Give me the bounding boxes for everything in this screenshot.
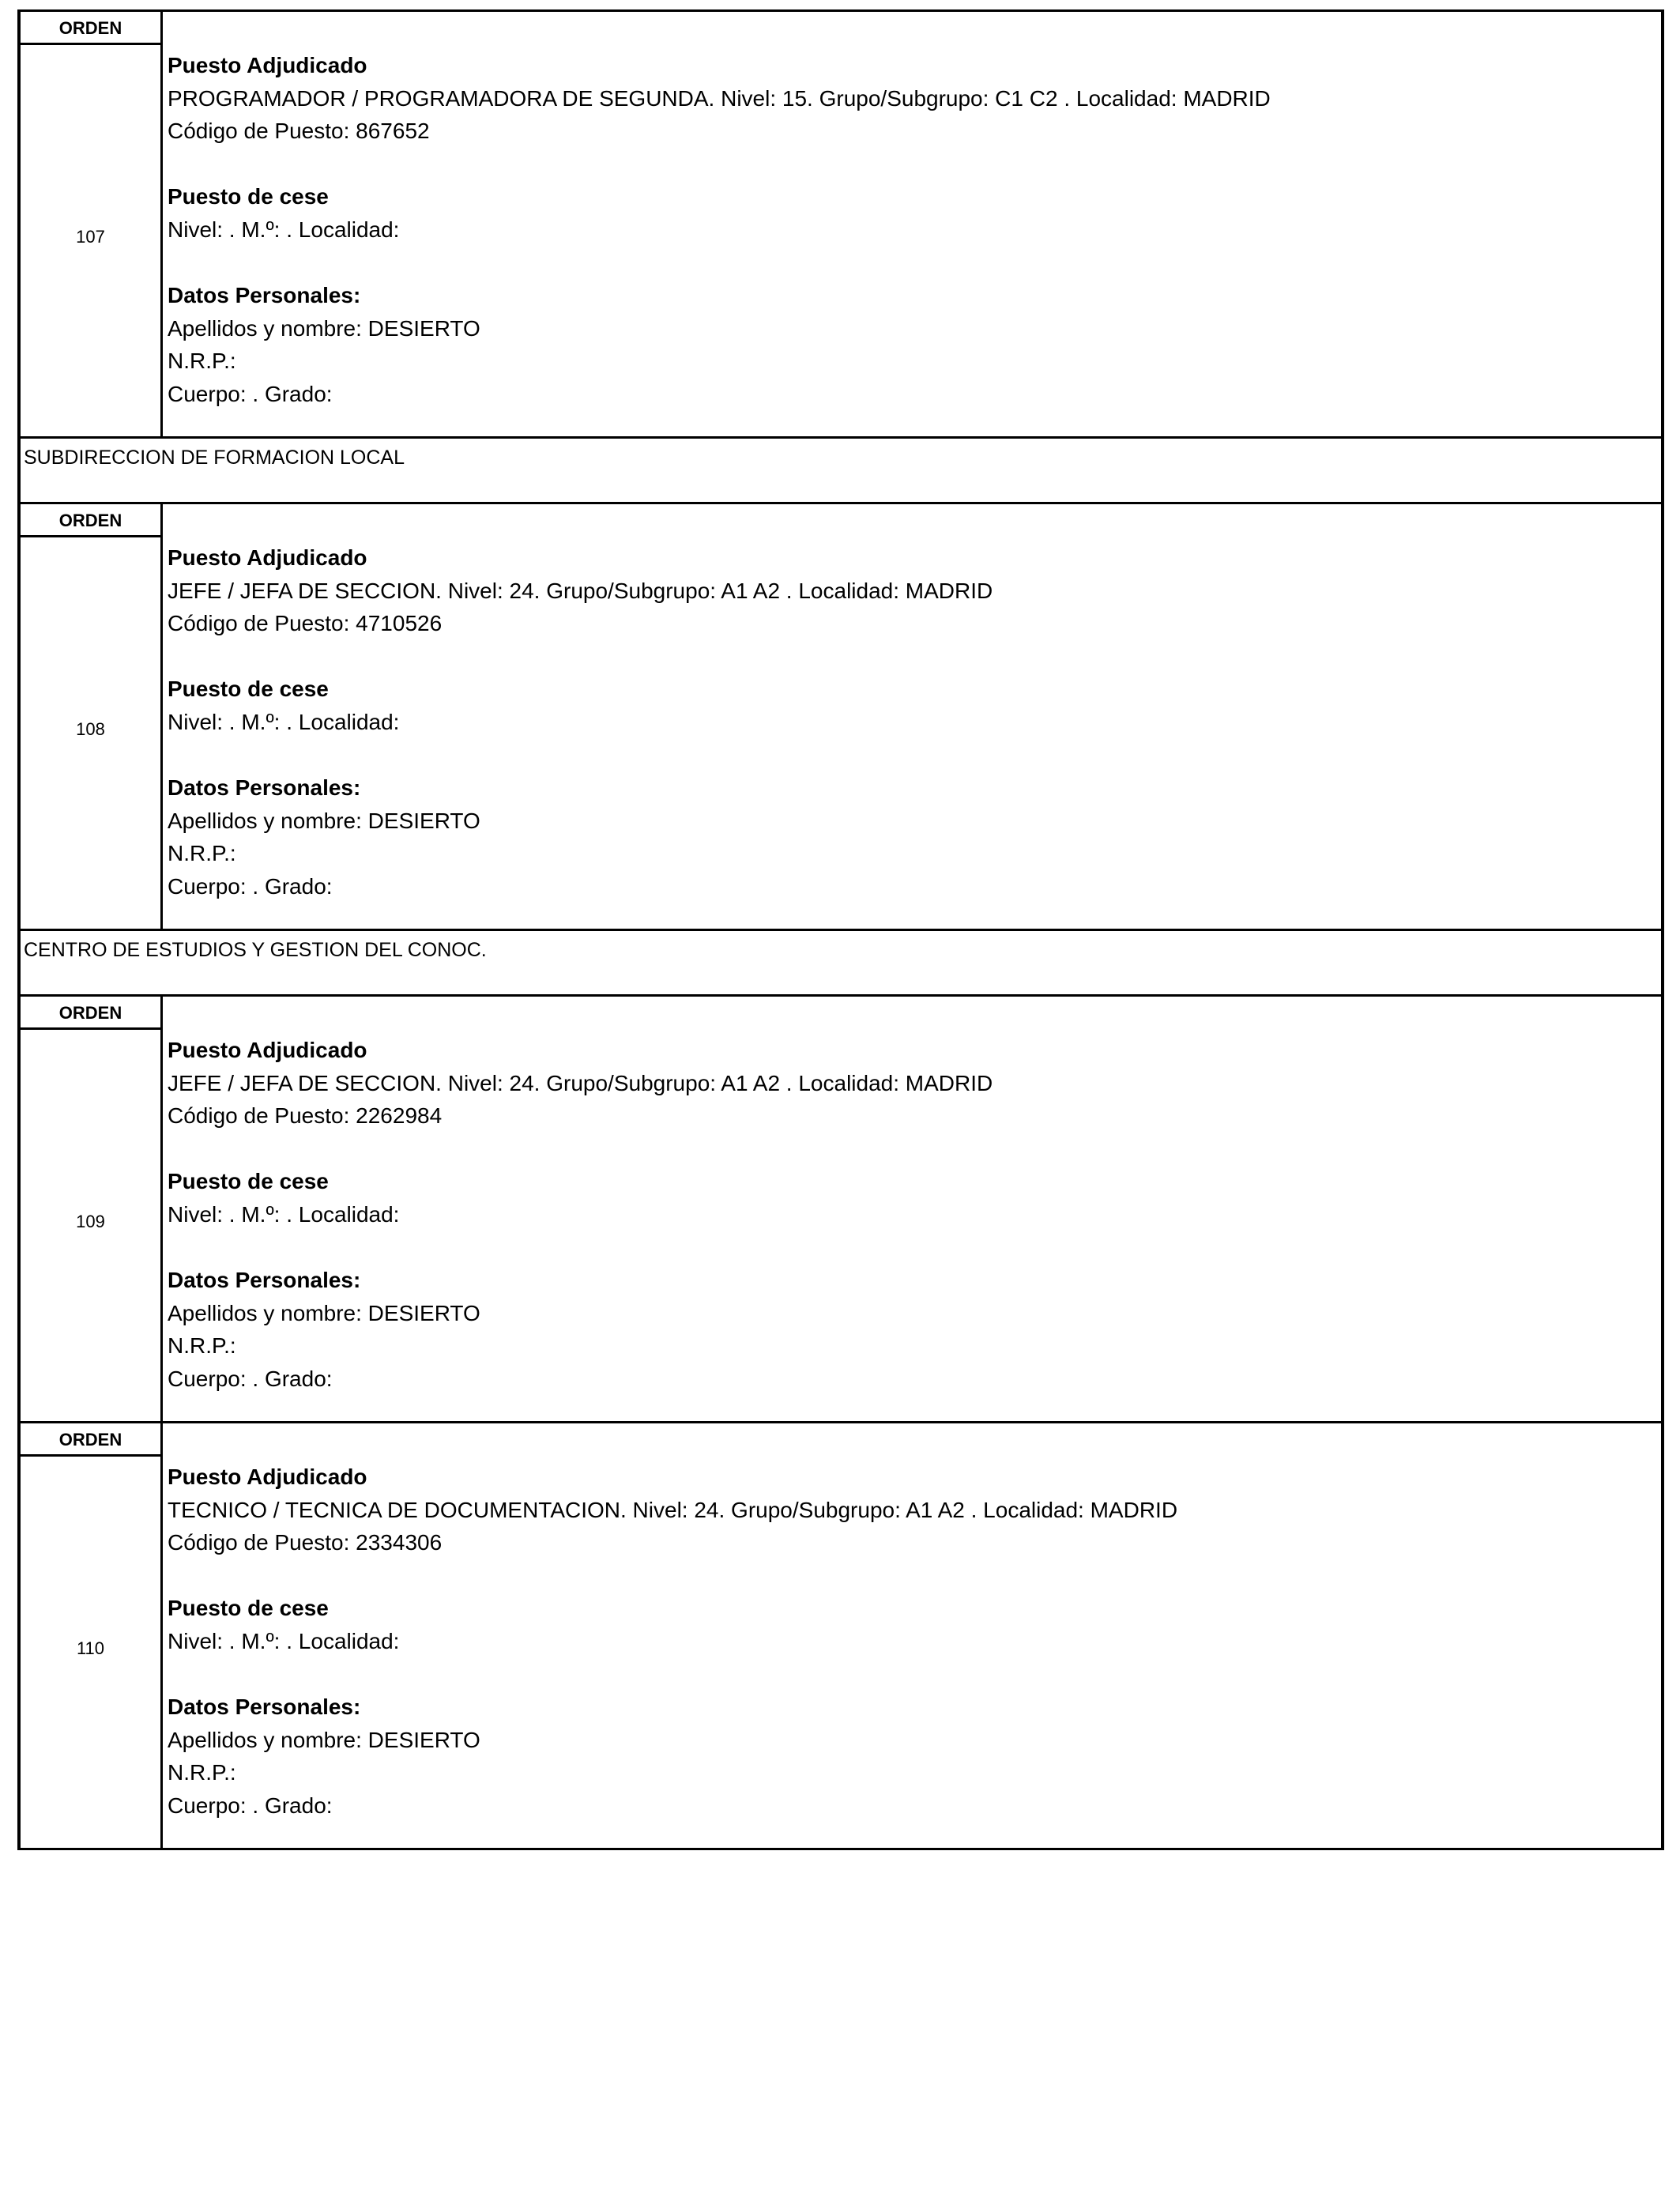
cuerpo-grado: Cuerpo: . Grado: — [168, 1793, 333, 1818]
puesto-cese-detalle: Nivel: . M.º: . Localidad: — [168, 1201, 400, 1227]
codigo-puesto: Código de Puesto: 4710526 — [168, 611, 443, 636]
orden-header: ORDEN — [21, 504, 160, 537]
orden-column — [21, 997, 163, 1421]
nrp: N.R.P.: — [168, 349, 236, 374]
datos-personales-label: Datos Personales: — [168, 1268, 361, 1293]
apellidos-nombre: Apellidos y nombre: DESIERTO — [168, 808, 480, 833]
datos-personales-label: Datos Personales: — [168, 1695, 361, 1720]
entry-108 — [21, 504, 1661, 931]
cuerpo-grado: Cuerpo: . Grado: — [168, 873, 333, 899]
entry-107 — [21, 12, 1661, 439]
orden-number: 108 — [76, 718, 105, 739]
cuerpo-grado: Cuerpo: . Grado: — [168, 1366, 333, 1391]
document-table — [17, 9, 1664, 1850]
apellidos-nombre: Apellidos y nombre: DESIERTO — [168, 1300, 480, 1325]
apellidos-nombre: Apellidos y nombre: DESIERTO — [168, 1727, 480, 1752]
puesto-cese-detalle: Nivel: . M.º: . Localidad: — [168, 709, 400, 734]
puesto-descripcion: TECNICO / TECNICA DE DOCUMENTACION. Nivel: 24. Grupo/Subgrupo: A1 A2 . Localidad: MADRID — [168, 1497, 1178, 1522]
entry-content — [163, 997, 1661, 1421]
section-heading: SUBDIRECCION DE FORMACION LOCAL — [21, 439, 1661, 504]
puesto-adjudicado-label: Puesto Adjudicado — [168, 545, 367, 570]
puesto-cese-label: Puesto de cese — [168, 1596, 329, 1621]
datos-personales-label: Datos Personales: — [168, 283, 361, 308]
orden-header: ORDEN — [21, 12, 160, 45]
codigo-puesto: Código de Puesto: 2334306 — [168, 1530, 443, 1555]
orden-number: 110 — [76, 1638, 105, 1658]
section-heading: CENTRO DE ESTUDIOS Y GESTION DEL CONOC. — [21, 931, 1661, 997]
orden-number: 107 — [76, 226, 105, 247]
puesto-cese-detalle: Nivel: . M.º: . Localidad: — [168, 217, 400, 242]
nrp: N.R.P.: — [168, 1333, 236, 1359]
puesto-descripcion: JEFE / JEFA DE SECCION. Nivel: 24. Grupo/Subgrupo: A1 A2 . Localidad: MADRID — [168, 1070, 993, 1095]
orden-column — [21, 12, 163, 436]
puesto-descripcion: JEFE / JEFA DE SECCION. Nivel: 24. Grupo/Subgrupo: A1 A2 . Localidad: MADRID — [168, 578, 993, 603]
puesto-adjudicado-label: Puesto Adjudicado — [168, 1038, 367, 1062]
apellidos-nombre: Apellidos y nombre: DESIERTO — [168, 315, 480, 341]
entry-content — [163, 12, 1661, 436]
entry-110 — [21, 1423, 1661, 1850]
cuerpo-grado: Cuerpo: . Grado: — [168, 381, 333, 406]
orden-column — [21, 504, 163, 929]
puesto-descripcion: PROGRAMADOR / PROGRAMADORA DE SEGUNDA. Nivel: 15. Grupo/Subgrupo: C1 C2 . Localidad: MADRID — [168, 85, 1271, 111]
codigo-puesto: Código de Puesto: 2262984 — [168, 1103, 443, 1129]
entry-109 — [21, 997, 1661, 1423]
nrp: N.R.P.: — [168, 841, 236, 866]
puesto-cese-label: Puesto de cese — [168, 1169, 329, 1194]
orden-number: 109 — [76, 1211, 105, 1231]
orden-column — [21, 1423, 163, 1848]
entry-content — [163, 1423, 1661, 1848]
entry-content — [163, 504, 1661, 929]
orden-header: ORDEN — [21, 1423, 160, 1457]
puesto-cese-detalle: Nivel: . M.º: . Localidad: — [168, 1628, 400, 1653]
puesto-cese-label: Puesto de cese — [168, 184, 329, 209]
nrp: N.R.P.: — [168, 1760, 236, 1785]
puesto-cese-label: Puesto de cese — [168, 677, 329, 702]
datos-personales-label: Datos Personales: — [168, 775, 361, 801]
orden-header: ORDEN — [21, 997, 160, 1030]
puesto-adjudicado-label: Puesto Adjudicado — [168, 53, 367, 77]
codigo-puesto: Código de Puesto: 867652 — [168, 119, 430, 144]
puesto-adjudicado-label: Puesto Adjudicado — [168, 1465, 367, 1489]
